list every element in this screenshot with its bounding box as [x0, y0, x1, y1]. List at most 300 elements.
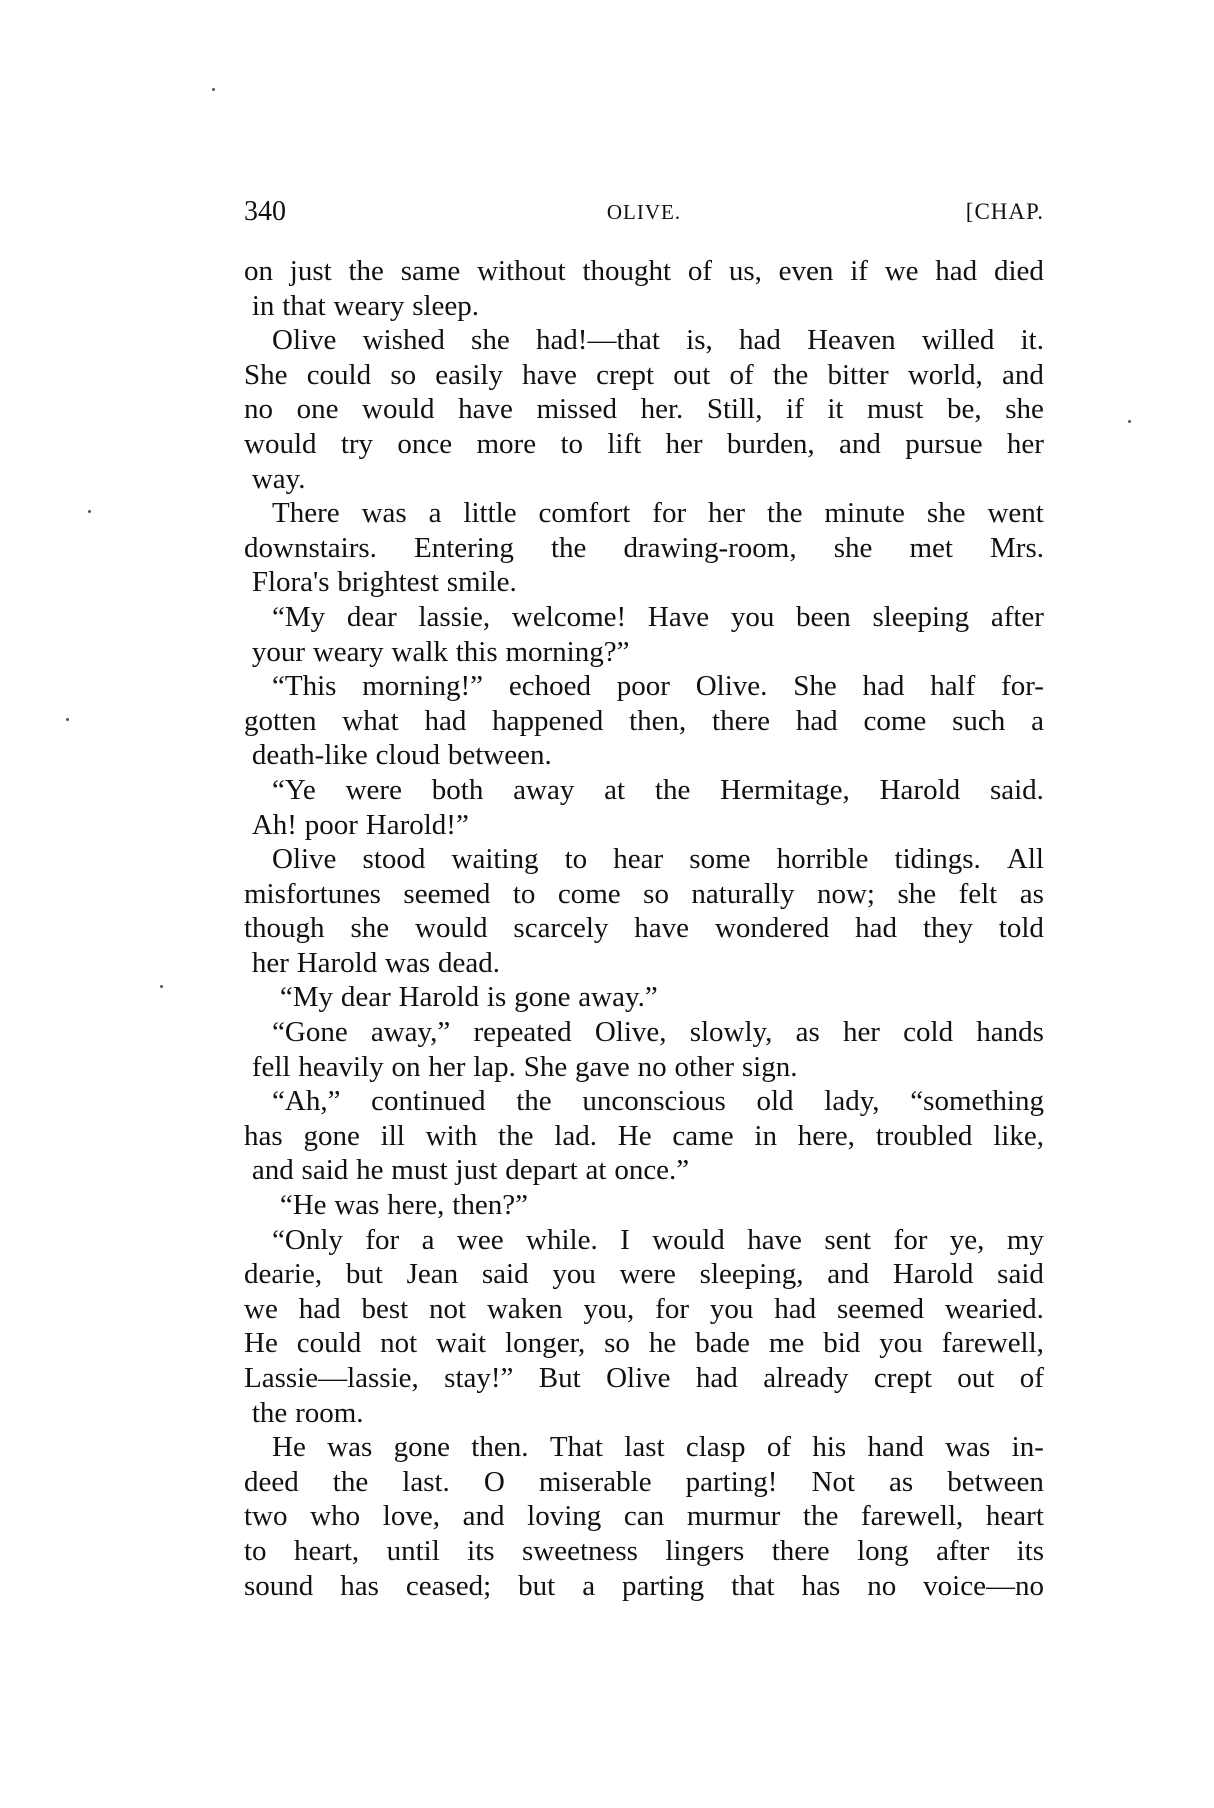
body-text	[244, 254, 1044, 1603]
word: no	[867, 1569, 897, 1602]
word: wished	[362, 324, 445, 357]
word: went	[987, 497, 1044, 530]
word: felt	[958, 877, 998, 910]
word: ill	[380, 1119, 405, 1152]
word: the	[332, 1465, 369, 1498]
word: Harold	[398, 981, 480, 1014]
word: cloud	[375, 739, 441, 772]
word: would	[415, 912, 488, 945]
text-line	[244, 980, 1044, 1015]
word: happened	[492, 704, 604, 737]
word: she	[350, 912, 390, 945]
word: dead.	[437, 946, 500, 979]
word: Olive	[272, 324, 337, 357]
word: love,	[382, 1500, 440, 1533]
word: missed	[536, 393, 617, 426]
word: morning?”	[505, 635, 630, 668]
word: now;	[816, 877, 875, 910]
word: can	[623, 1500, 665, 1533]
word: once.”	[614, 1154, 690, 1187]
word: heart,	[293, 1534, 360, 1567]
word: lad.	[554, 1119, 597, 1152]
word: poor	[616, 670, 670, 703]
word: had	[424, 704, 467, 737]
word: the	[516, 1085, 552, 1118]
text-line	[244, 704, 1044, 739]
word: in-	[1011, 1431, 1044, 1464]
word: farewell,	[941, 1327, 1044, 1360]
word: wait	[436, 1327, 487, 1360]
word: gotten	[244, 704, 317, 737]
word: between.	[447, 739, 552, 772]
word: and	[1001, 358, 1044, 391]
word: Still,	[706, 393, 763, 426]
word: you	[552, 1258, 596, 1291]
text-line	[244, 1292, 1044, 1327]
word: the	[348, 255, 384, 287]
word: “He	[279, 1189, 327, 1222]
word: seemed	[837, 1292, 924, 1325]
text-line	[244, 1188, 1044, 1223]
word: her	[842, 1016, 880, 1049]
text-line	[244, 1223, 1044, 1258]
word: and	[462, 1500, 505, 1533]
word: she	[1005, 393, 1044, 426]
word: miserable	[538, 1465, 652, 1498]
word: her	[251, 946, 289, 979]
word: pursue	[905, 427, 983, 460]
word: while.	[526, 1223, 598, 1256]
word: He	[272, 1431, 306, 1464]
word: it.	[1020, 324, 1044, 357]
paper-speck	[1128, 420, 1131, 423]
word: willed	[921, 324, 995, 357]
word: last	[624, 1431, 665, 1464]
word: her	[665, 427, 703, 460]
word: so	[390, 358, 417, 391]
word: I	[620, 1223, 630, 1256]
word: sleep.	[412, 289, 480, 322]
word: misfortunes	[244, 877, 381, 910]
word: “My	[279, 981, 333, 1014]
word: have	[634, 912, 690, 945]
word: long	[857, 1534, 909, 1567]
word: some	[689, 843, 751, 876]
word: so	[643, 877, 669, 910]
word: the	[654, 773, 691, 806]
word: heart	[985, 1500, 1044, 1533]
word: told	[998, 912, 1044, 945]
text-line	[244, 392, 1044, 427]
word: said	[301, 1154, 349, 1187]
word: though	[244, 912, 325, 945]
word: hear	[613, 843, 664, 876]
text-line	[244, 1534, 1044, 1569]
word: ceased;	[405, 1569, 492, 1602]
text-line	[244, 358, 1044, 393]
word: Heaven	[807, 324, 896, 357]
word: who	[310, 1500, 361, 1533]
word: was	[361, 497, 407, 530]
word: crept	[873, 1362, 932, 1394]
word: cold	[903, 1016, 954, 1049]
text-line	[244, 842, 1044, 877]
page-number: 340	[244, 196, 286, 227]
word: Olive	[606, 1362, 671, 1394]
word: She	[523, 1050, 568, 1083]
word: for-	[1001, 670, 1044, 703]
word: fell	[251, 1050, 291, 1083]
word: on	[391, 1050, 421, 1083]
word: then,	[629, 704, 687, 737]
word: lingers	[665, 1534, 745, 1567]
word: as	[795, 1016, 820, 1049]
word: Harold	[296, 946, 378, 979]
word: depart	[505, 1154, 578, 1187]
word: had	[795, 704, 838, 737]
word: said	[481, 1258, 529, 1291]
word: the	[498, 1119, 534, 1152]
word: dear	[340, 981, 391, 1014]
text-line	[244, 1430, 1044, 1465]
word: Flora's	[251, 566, 330, 599]
word: was	[327, 1431, 373, 1464]
word: sweetness	[521, 1534, 638, 1567]
word: There	[272, 497, 340, 530]
word: for	[893, 1223, 928, 1256]
word: wondered	[714, 912, 830, 945]
word: could	[306, 358, 372, 391]
word: scarcely	[513, 912, 609, 945]
word: easily	[435, 358, 503, 391]
word: waken	[486, 1292, 563, 1325]
word: been	[796, 600, 851, 633]
word: had!—that	[535, 324, 660, 357]
word: longer,	[505, 1327, 586, 1360]
text-line	[244, 289, 1044, 324]
word: out	[957, 1362, 995, 1394]
word: slowly,	[689, 1016, 773, 1049]
word: Harold	[879, 773, 961, 806]
word: have	[747, 1223, 802, 1256]
word: naturally	[691, 877, 795, 910]
word: here,	[797, 1119, 855, 1152]
word: has	[340, 1569, 379, 1602]
word: She	[793, 670, 837, 703]
word: Olive	[272, 843, 337, 876]
word: more	[476, 427, 537, 460]
word: that	[282, 289, 326, 322]
text-line	[244, 496, 1044, 531]
word: your	[251, 635, 305, 668]
text-line	[244, 1569, 1044, 1604]
word: of	[766, 1431, 791, 1464]
word: wee	[456, 1223, 504, 1256]
word: walk	[391, 635, 448, 668]
word: room.	[295, 1396, 364, 1429]
word: welcome!	[511, 600, 627, 633]
word: until	[386, 1534, 440, 1567]
word: loving	[527, 1500, 602, 1533]
word: even	[778, 255, 834, 287]
word: for	[655, 1292, 689, 1325]
word: be,	[947, 393, 982, 426]
word: “Ah,”	[272, 1085, 341, 1118]
text-line	[244, 1326, 1044, 1361]
word: farewell,	[861, 1500, 964, 1533]
word: Mrs.	[990, 531, 1044, 564]
word: have	[458, 393, 513, 426]
word: away,”	[370, 1016, 451, 1049]
text-line	[244, 427, 1044, 462]
word: after	[936, 1534, 990, 1567]
word: hand	[867, 1431, 924, 1464]
word: smile.	[446, 566, 517, 599]
paper-speck	[66, 718, 69, 721]
word: for	[365, 1223, 400, 1256]
word: he	[356, 1154, 384, 1187]
text-line	[244, 531, 1044, 566]
text-line	[244, 911, 1044, 946]
word: there	[712, 704, 771, 737]
word: echoed	[508, 670, 591, 703]
word: such	[952, 704, 1006, 737]
word: she	[833, 531, 873, 564]
word: He	[617, 1119, 652, 1152]
word: half	[930, 670, 976, 703]
text-line	[244, 738, 1044, 773]
word: But	[538, 1362, 581, 1394]
word: murmur	[686, 1500, 781, 1533]
word: parting	[622, 1569, 705, 1602]
word: parting!	[685, 1465, 778, 1498]
word: had	[298, 1292, 341, 1325]
word: you,	[583, 1292, 635, 1325]
word: stood	[362, 843, 426, 876]
text-line	[244, 1396, 1044, 1431]
word: downstairs.	[244, 531, 377, 564]
word: both	[431, 773, 484, 806]
word: once	[397, 427, 453, 460]
word: this	[455, 635, 498, 668]
word: its	[1016, 1534, 1044, 1567]
word: other	[674, 1050, 735, 1083]
word: burden,	[726, 427, 815, 460]
word: lady,	[824, 1085, 880, 1118]
word: her	[428, 1050, 466, 1083]
word: then?”	[452, 1189, 528, 1222]
word: morning!”	[362, 670, 484, 703]
word: repeated	[473, 1016, 572, 1049]
word: O	[483, 1465, 505, 1498]
word: He	[244, 1327, 278, 1360]
word: already	[763, 1362, 849, 1394]
word: you	[879, 1327, 923, 1360]
text-line	[244, 1015, 1044, 1050]
word: way.	[251, 462, 306, 495]
text-line	[244, 1119, 1044, 1154]
word: that	[731, 1569, 775, 1602]
text-line	[244, 946, 1044, 981]
word: said.	[989, 773, 1044, 806]
word: sent	[824, 1223, 872, 1256]
word: try	[340, 427, 374, 460]
word: they	[922, 912, 973, 945]
word: just	[455, 1154, 498, 1187]
word: Have	[647, 600, 710, 633]
text-line	[244, 600, 1044, 635]
word: she	[926, 497, 966, 530]
word: and	[251, 1154, 294, 1187]
word: as	[889, 1465, 914, 1498]
word: weary	[333, 289, 405, 322]
word: of	[687, 255, 713, 287]
word: one	[296, 393, 339, 426]
word: then.	[471, 1431, 529, 1464]
word: old	[756, 1085, 794, 1118]
word: “This	[272, 670, 337, 703]
word: and	[827, 1258, 870, 1291]
word: in	[251, 289, 275, 322]
paper-speck	[160, 985, 163, 988]
word: the	[772, 358, 809, 391]
text-line	[244, 1499, 1044, 1534]
word: Not	[811, 1465, 855, 1498]
word: had	[862, 670, 905, 703]
word: had	[935, 255, 978, 287]
word: not	[429, 1292, 467, 1325]
word: tidings.	[894, 843, 981, 876]
word: come	[557, 877, 621, 910]
word: would	[244, 427, 317, 460]
word: were	[619, 1258, 676, 1291]
text-line	[244, 1257, 1044, 1292]
word: my	[1006, 1223, 1044, 1256]
word: at	[585, 1154, 607, 1187]
chapter-mark: [CHAP.	[965, 199, 1044, 224]
word: her	[1006, 427, 1044, 460]
word: its	[467, 1534, 495, 1567]
word: She	[244, 358, 288, 391]
word: of	[729, 358, 754, 391]
text-line	[244, 1050, 1044, 1085]
text-line	[244, 635, 1044, 670]
word: seemed	[403, 877, 491, 910]
word: last.	[402, 1465, 450, 1498]
page-header	[244, 192, 1044, 232]
word: had	[774, 1292, 817, 1325]
word: Harold!”	[365, 808, 469, 841]
word: little	[463, 497, 517, 530]
word: voice—no	[923, 1569, 1044, 1602]
word: out	[673, 358, 711, 391]
paper-speck	[88, 510, 91, 513]
word: just	[289, 255, 332, 287]
word: All	[1006, 843, 1044, 876]
word: for	[652, 497, 687, 530]
word: waiting	[451, 843, 539, 876]
word: “My	[272, 600, 326, 633]
word: hands	[976, 1016, 1044, 1049]
word: not	[380, 1327, 418, 1360]
text-line	[244, 1465, 1044, 1500]
word: died	[993, 255, 1044, 287]
text-line	[244, 877, 1044, 912]
word: lift	[607, 427, 642, 460]
word: we	[244, 1292, 278, 1325]
word: away	[513, 773, 575, 806]
word: no	[244, 393, 273, 426]
word: deed	[244, 1465, 299, 1498]
word: sleeping	[872, 600, 970, 633]
word: it	[827, 393, 844, 426]
word: was	[334, 1189, 380, 1222]
word: she	[897, 877, 937, 910]
word: comfort	[538, 497, 631, 530]
word: with	[425, 1119, 478, 1152]
text-line	[244, 565, 1044, 600]
word: had	[738, 324, 781, 357]
word: to	[512, 877, 536, 910]
word: poor	[304, 808, 358, 841]
word: continued	[371, 1085, 486, 1118]
word: has	[801, 1569, 841, 1602]
running-head: OLIVE.	[606, 200, 682, 224]
word: could	[296, 1327, 362, 1360]
word: she	[471, 324, 510, 357]
word: so	[604, 1327, 630, 1360]
word: he	[648, 1327, 677, 1360]
word: thought	[582, 255, 672, 287]
text-line	[244, 1084, 1044, 1119]
word: unconscious	[582, 1085, 726, 1118]
word: us,	[728, 255, 762, 287]
word: clasp	[685, 1431, 746, 1464]
text-line	[244, 1361, 1044, 1396]
word: is	[486, 981, 507, 1014]
word: come	[863, 704, 927, 737]
word: Olive.	[695, 670, 768, 703]
word: heavily	[298, 1050, 384, 1083]
word: a	[582, 1569, 596, 1602]
word: bid	[823, 1327, 861, 1360]
word: Entering	[414, 531, 514, 564]
word: but	[345, 1258, 383, 1291]
word: gone	[514, 981, 571, 1014]
word: ye,	[949, 1223, 985, 1256]
word: horrible	[776, 843, 869, 876]
word: same	[400, 255, 461, 287]
word: and	[839, 427, 881, 460]
word: a	[428, 497, 442, 530]
text-line	[244, 773, 1044, 808]
word: the	[550, 531, 587, 564]
word: Jean	[406, 1258, 459, 1291]
word: here,	[387, 1189, 445, 1222]
word: would	[362, 393, 435, 426]
word: death-like	[251, 739, 368, 772]
word: drawing-room,	[623, 531, 797, 564]
word: bade	[695, 1327, 750, 1360]
word: the	[251, 1396, 288, 1429]
word: a	[1031, 704, 1044, 737]
word: have	[522, 358, 577, 391]
word: me	[768, 1327, 805, 1360]
word: sound	[244, 1569, 314, 1602]
word: were	[345, 773, 402, 806]
word: bitter	[827, 358, 889, 391]
word: dear	[346, 600, 397, 633]
